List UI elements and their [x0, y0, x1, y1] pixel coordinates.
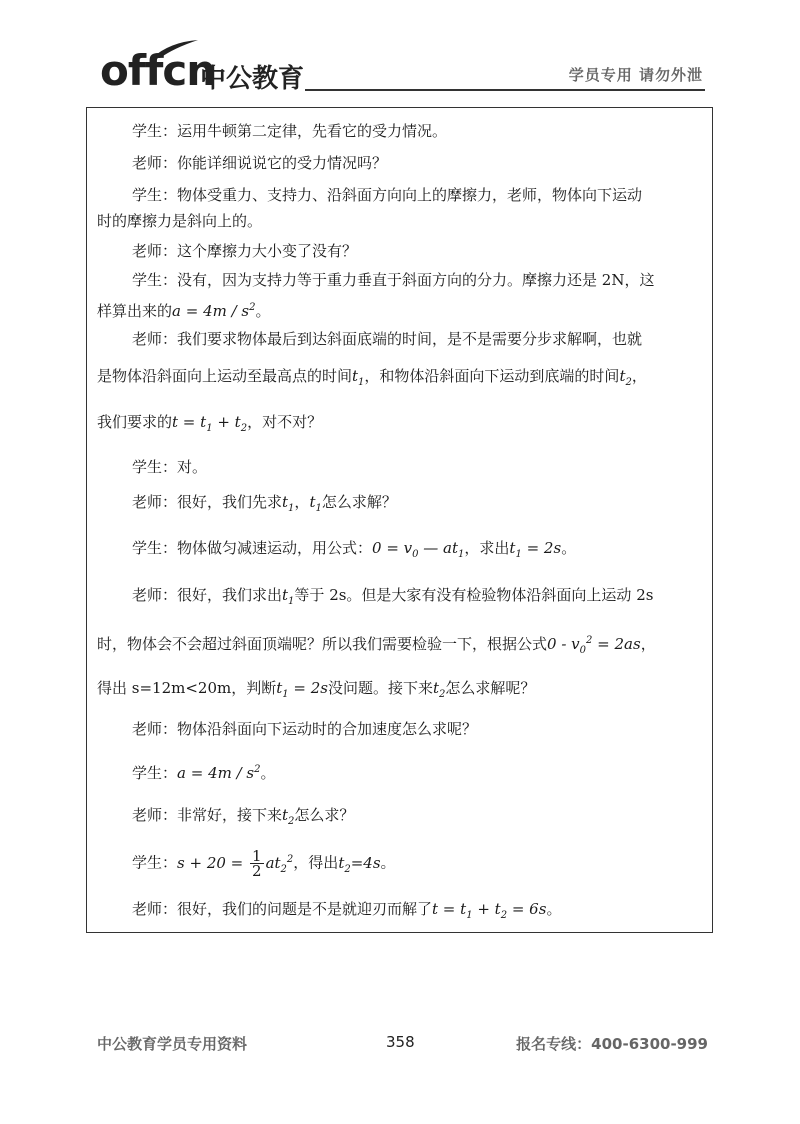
dialogue-line: 学生：运用牛顿第二定律，先看它的受力情况。	[132, 122, 448, 140]
formula-displacement: $0 - v_0^2 = 2as$	[547, 635, 641, 656]
dialogue-line: 老师：非常好，接下来$t_2$怎么求？	[132, 806, 355, 827]
dialogue-line: 老师：我们要求物体最后到达斜面底端的时间，是不是需要分步求解啊，也就	[132, 330, 643, 348]
dialogue-line: 老师：你能详细说说它的受力情况吗？	[132, 154, 388, 172]
dialogue-line: 老师：很好，我们的问题是不是就迎刃而解了$t = t_1 + t_2 = 6s$。	[132, 900, 562, 921]
logo-offcn: offcn	[100, 46, 216, 95]
dialogue-line: 学生：对。	[132, 458, 208, 476]
formula-total-time: $t = t_1 + t_2$	[172, 413, 248, 434]
header-notice: 学员专用 请勿外泄	[568, 66, 703, 84]
dialogue-line: 时的摩擦力是斜向上的。	[97, 212, 263, 230]
dialogue-line: 学生：没有，因为支持力等于重力垂直于斜面方向的分力。摩擦力还是 2N，这	[132, 271, 655, 289]
footer-label: 中公教育学员专用资料	[97, 1035, 248, 1053]
formula-deceleration: $0 = v_0$ — $at_1$	[372, 539, 465, 560]
dialogue-line: 学生：物体受重力、支持力、沿斜面方向向上的摩擦力，老师，物体向下运动	[132, 186, 643, 204]
page-number: 358	[386, 1033, 415, 1051]
dialogue-line: 老师：物体沿斜面向下运动时的合加速度怎么求呢？	[132, 720, 478, 738]
dialogue-line: 得出 s=12m<20m，判断$t_1 = 2s$没问题。接下来$t_2$怎么求解呢？	[97, 679, 536, 700]
dialogue-line: 我们要求的$t = t_1 + t_2$，对不对？	[97, 413, 323, 434]
page-header	[0, 0, 800, 100]
logo-swoosh-icon	[150, 38, 200, 60]
formula-acceleration: $a = 4m / s^2$	[172, 302, 256, 320]
dialogue-line: 时，物体会不会超过斜面顶端呢？所以我们需要检验一下，根据公式$0 - v_0^2 = 2as$，	[97, 635, 656, 656]
formula-downward-distance: s + 20 = $\frac{1}{2}$ $at_2^2$	[177, 847, 294, 880]
dialogue-line: 学生：$a = 4m / s^2$。	[132, 764, 276, 782]
dialogue-line: 样算出来的$a = 4m / s^2$。	[97, 302, 271, 320]
dialogue-line: 学生：物体做匀减速运动，用公式：$0 = v_0$ — $at_1$，求出$t_1 = 2s$。	[132, 539, 577, 560]
dialogue-line: 学生：s + 20 = $\frac{1}{2}$ $at_2^2$，得出$t_2=4s$。	[132, 847, 396, 880]
dialogue-line: 老师：很好，我们求出$t_1$等于 2s。但是大家有没有检验物体沿斜面向上运动 2s	[132, 586, 654, 607]
dialogue-line: 老师：这个摩擦力大小变了没有？	[132, 242, 358, 260]
footer-hotline: 报名专线：400-6300-999	[516, 1035, 708, 1053]
formula-final-answer: $t = t_1 + t_2 = 6s$	[432, 900, 547, 921]
logo-chinese: 中公教育	[200, 64, 305, 94]
dialogue-line: 老师：很好，我们先求$t_1$，$t_1$怎么求解？	[132, 493, 397, 514]
dialogue-line: 是物体沿斜面向上运动至最高点的时间$t_1$，和物体沿斜面向下运动到底端的时间$t_2$，	[97, 367, 647, 388]
header-rule	[305, 89, 705, 91]
